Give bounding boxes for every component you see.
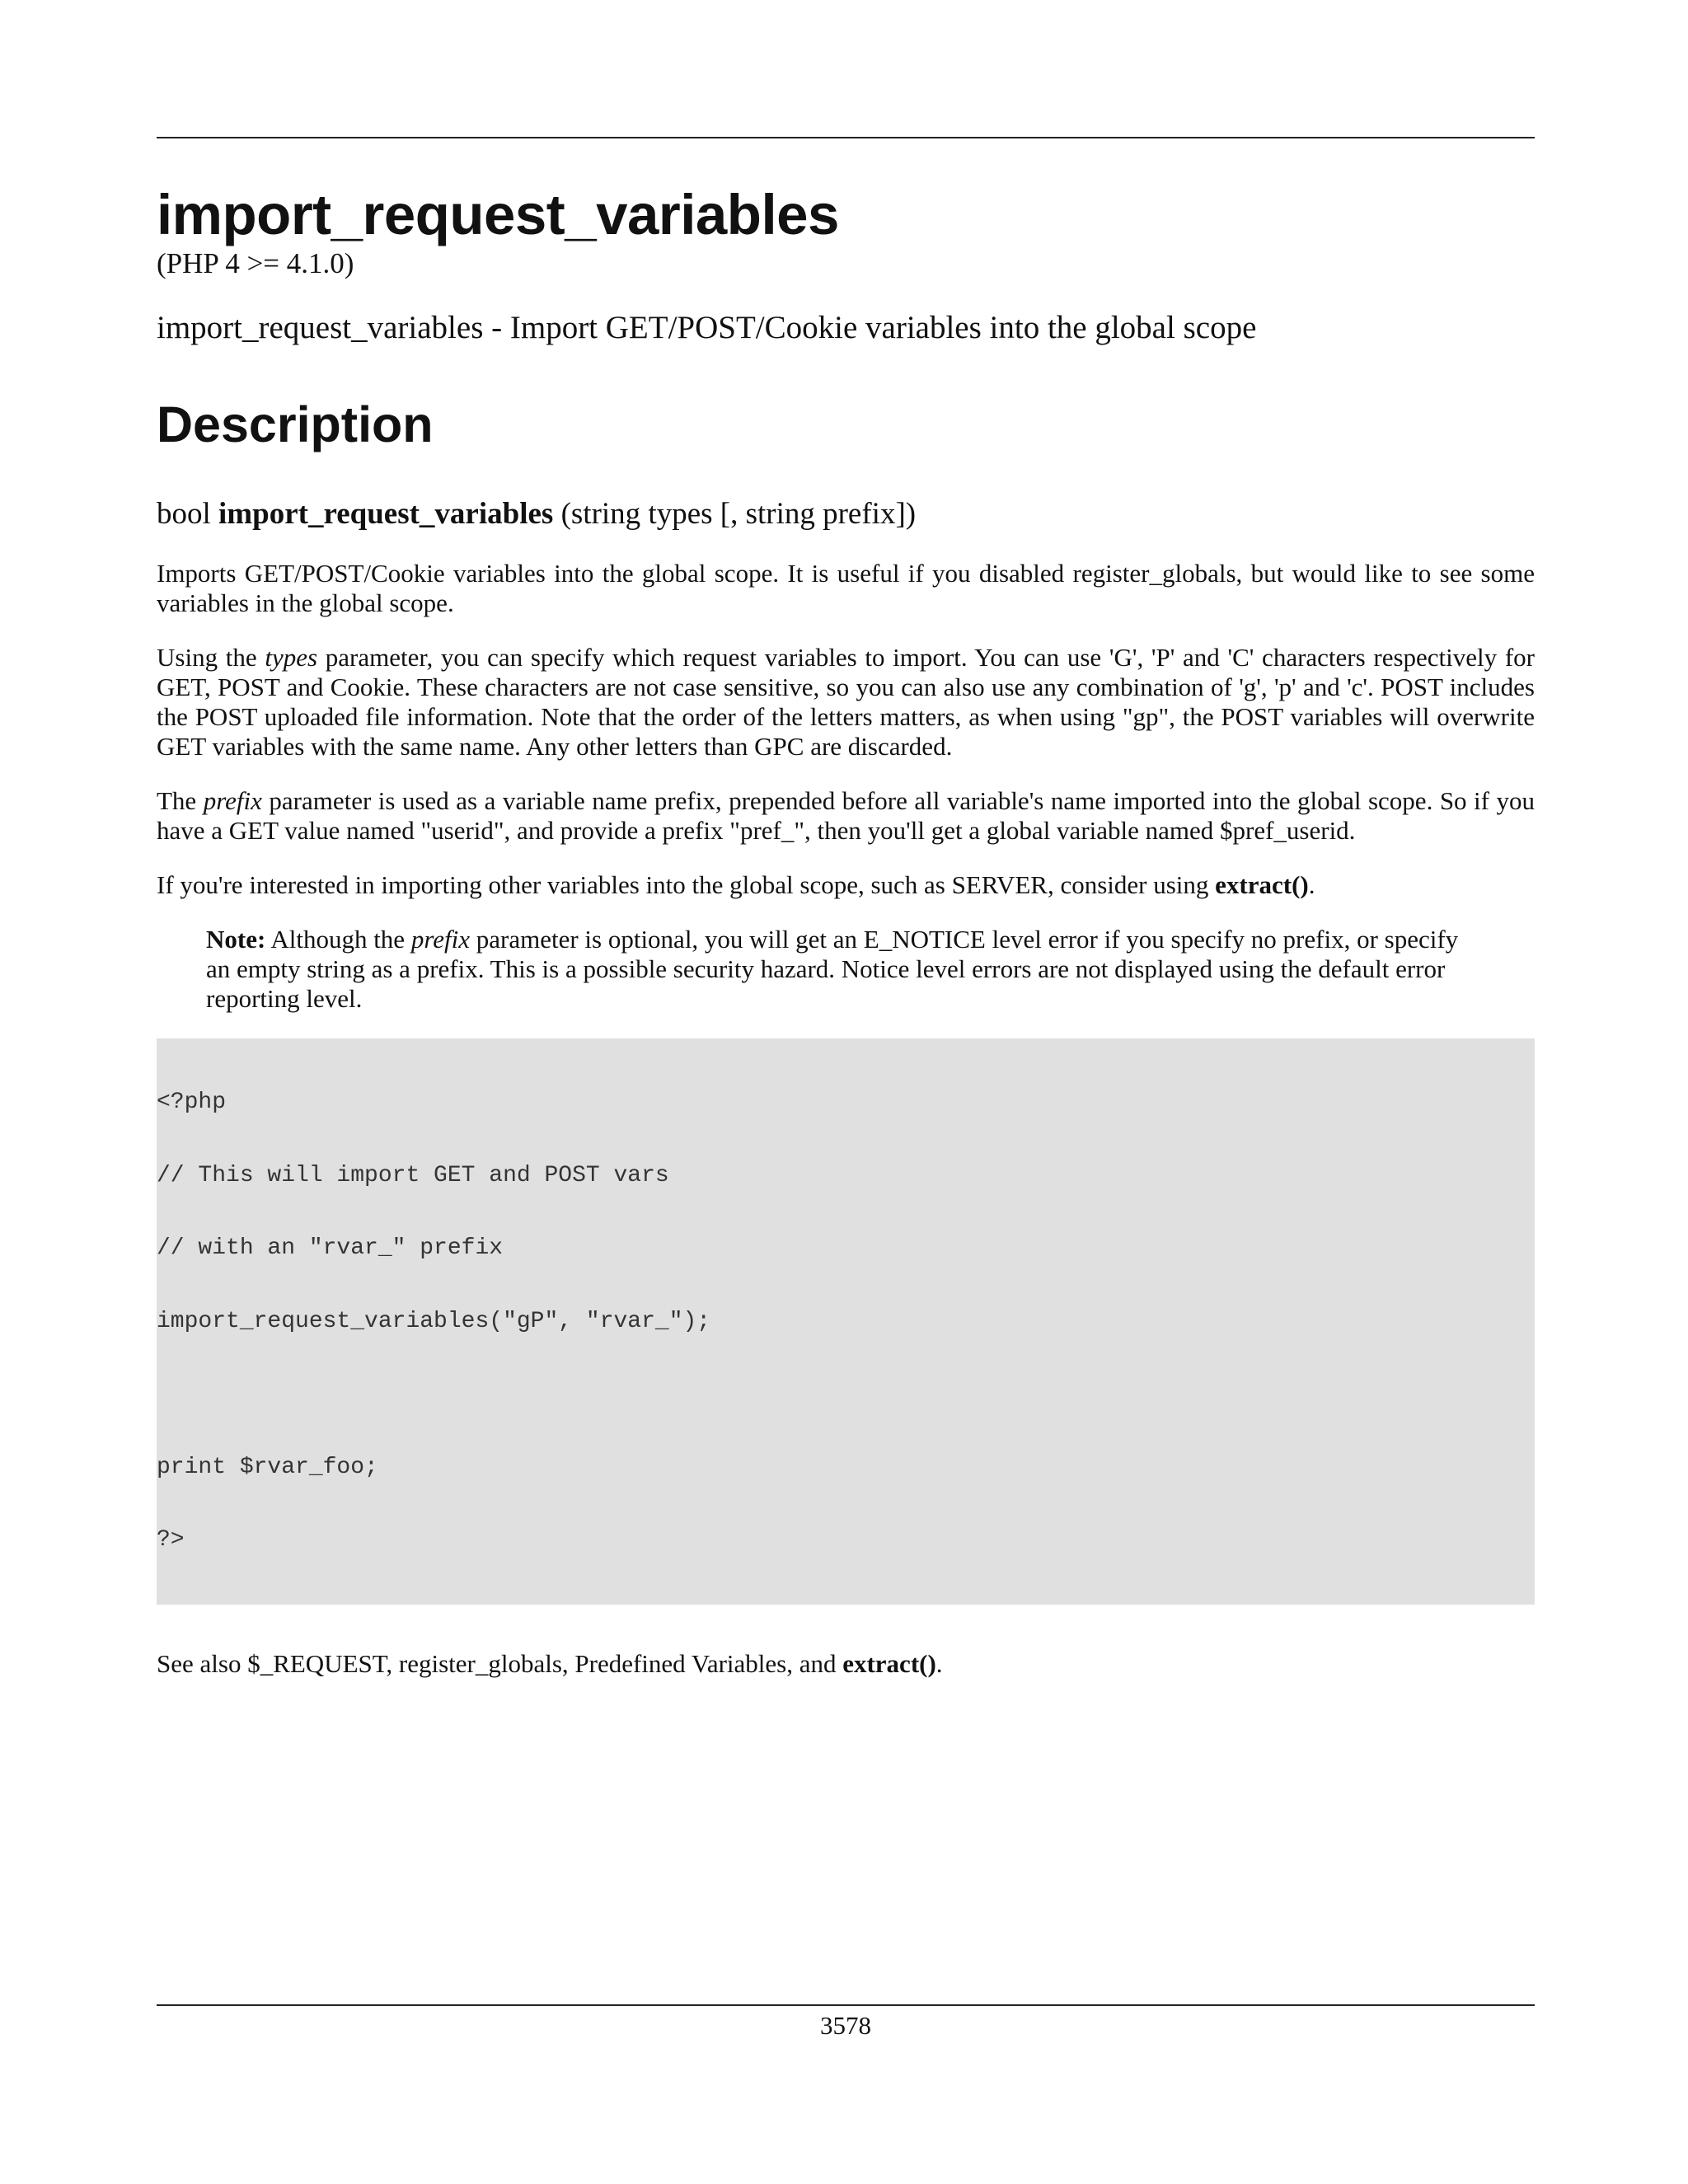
- synopsis-function-name: import_request_variables: [218, 497, 554, 531]
- para-types-before: Using the: [157, 643, 265, 672]
- para-extract-after: .: [1308, 870, 1315, 899]
- paragraph-extract: [157, 870, 1535, 900]
- note-after: parameter is optional, you will get an E_NOTICE level error if you specify no prefix, or specify an empty string as a prefix. This is a possible security hazard. Notice level errors are not displayed using the default error reporting level.: [206, 925, 1459, 1013]
- see-also: [157, 1649, 1535, 1679]
- para-types-after: parameter, you can specify which request variables to import. You can use 'G', 'P' and 'C' characters respectively for GET, POST and Cookie. These characters are not case sensitive, so you can also use any combination of 'g', 'p' and 'c'. POST includes the POST uploaded file information. Note that the order of the letters matters, as when using "gp", the POST variables will overwrite GET variables with the same name. Any other letters than GPC are discarded.: [157, 643, 1535, 761]
- note-block: [206, 925, 1485, 1014]
- code-line: [157, 1382, 1535, 1407]
- code-line: // This will import GET and POST vars: [157, 1162, 669, 1188]
- code-line: import_request_variables("gP", "rvar_");: [157, 1308, 711, 1334]
- code-line: ?>: [157, 1527, 185, 1553]
- page-number: 3578: [820, 2011, 871, 2040]
- note-before: Although the: [265, 925, 411, 954]
- header-rule: [157, 137, 1535, 138]
- synopsis-params: (string types [, string prefix]): [553, 497, 917, 531]
- paragraph-prefix: [157, 786, 1535, 846]
- footer-rule: [157, 2004, 1535, 2006]
- note-label: Note:: [206, 925, 266, 954]
- function-purpose: import_request_variables - Import GET/POST/Cookie variables into the global scope: [157, 310, 1257, 345]
- code-line: // with an "rvar_" prefix: [157, 1235, 504, 1261]
- see-also-after: .: [935, 1648, 943, 1678]
- para-prefix-before: The: [157, 786, 204, 815]
- paragraph-intro: Imports GET/POST/Cookie variables into the global scope. It is useful if you disabled register_globals, but would like to see some variables in the global scope.: [157, 559, 1535, 617]
- para-extract-before: If you're interested in importing other variables into the global scope, such as SERVER, consider using: [157, 870, 1216, 899]
- param-types: types: [265, 643, 318, 672]
- synopsis-return-type: bool: [157, 497, 219, 531]
- code-line: <?php: [157, 1090, 227, 1115]
- page: [157, 0, 1535, 2184]
- extract-link[interactable]: extract(): [1215, 870, 1309, 899]
- see-also-before: See also $_REQUEST, register_globals, Predefined Variables, and: [157, 1648, 843, 1678]
- param-prefix: prefix: [203, 786, 262, 815]
- note-param-prefix: prefix: [410, 925, 470, 954]
- code-line: print $rvar_foo;: [157, 1454, 378, 1480]
- code-example: [157, 1038, 1535, 1605]
- section-heading-description: Description: [157, 396, 434, 452]
- function-title: import_request_variables: [157, 183, 839, 246]
- refentry: [157, 183, 1535, 1679]
- version-info: (PHP 4 >= 4.1.0): [157, 247, 354, 279]
- para-prefix-after: parameter is used as a variable name prefix, prepended before all variable's name imported into the global scope. So if you have a GET value named "userid", and provide a prefix "pref_", then you'll get a global variable named $pref_userid.: [157, 786, 1535, 845]
- function-synopsis: [157, 496, 1535, 532]
- see-also-extract-link[interactable]: extract(): [842, 1648, 936, 1678]
- paragraph-types: [157, 643, 1535, 762]
